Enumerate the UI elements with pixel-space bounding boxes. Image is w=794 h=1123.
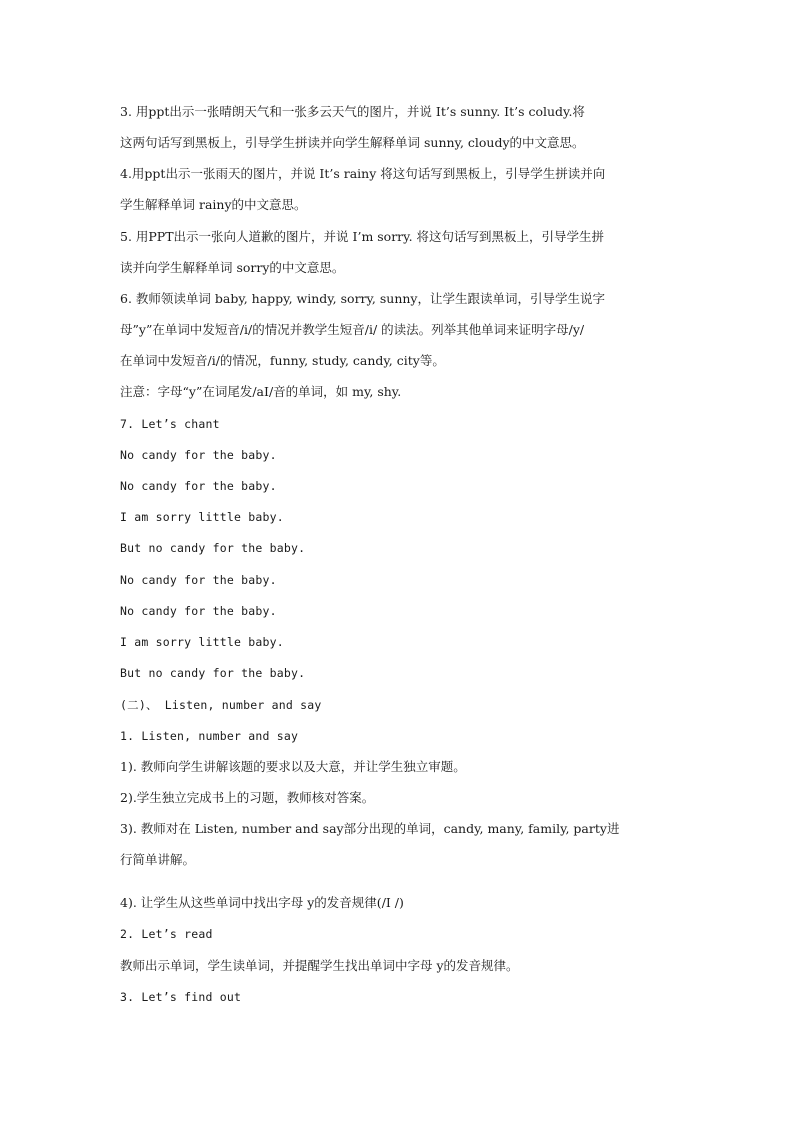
text-line: 4). 让学生从这些单词中找出字母 y的发音规律(/I /): [120, 895, 404, 910]
section-heading: (二)、 Listen, number and say: [120, 698, 322, 712]
text-line: 3. 用ppt出示一张晴朗天气和一张多云天气的图片，并说 It’s sunny. It’s coludy.将: [120, 104, 585, 119]
text-line: 3). 教师对在 Listen, number and say部分出现的单词，candy, many, family, party进: [120, 821, 620, 836]
section-heading: 7. Let’s chant: [120, 417, 220, 431]
chant-line: No candy for the baby.: [120, 604, 277, 618]
subsection-heading: 3. Let’s find out: [120, 990, 242, 1004]
text-line: 6. 教师领读单词 baby, happy, windy, sorry, sunny，让学生跟读单词，引导学生说字: [120, 291, 605, 306]
subsection-heading: 2. Let’s read: [120, 927, 213, 941]
chant-line: No candy for the baby.: [120, 448, 277, 462]
note-line: 注意：字母“y”在词尾发/aI/音的单词，如 my, shy.: [120, 384, 402, 399]
text-line: 2).学生独立完成书上的习题，教师核对答案。: [120, 790, 375, 805]
chant-line: But no candy for the baby.: [120, 666, 306, 680]
chant-line: No candy for the baby.: [120, 479, 277, 493]
chant-line: But no candy for the baby.: [120, 541, 306, 555]
chant-line: I am sorry little baby.: [120, 510, 284, 524]
text-line: 教师出示单词，学生读单词，并提醒学生找出单词中字母 y的发音规律。: [120, 958, 519, 973]
text-line: 读并向学生解释单词 sorry的中文意思。: [120, 260, 345, 275]
text-line: 5. 用PPT出示一张向人道歉的图片，并说 I’m sorry. 将这句话写到黑板上，引导学生拼: [120, 229, 605, 244]
chant-line: No candy for the baby.: [120, 573, 277, 587]
text-line: 4.用ppt出示一张雨天的图片，并说 It’s rainy 将这句话写到黑板上，引导学生拼读并向: [120, 166, 606, 181]
text-line: 1). 教师向学生讲解该题的要求以及大意，并让学生独立审题。: [120, 759, 466, 774]
text-line: 母”y”在单词中发短音/i/的情况并教学生短音/i/ 的读法。列举其他单词来证明字母/y/: [120, 322, 585, 337]
text-line: 在单词中发短音/i/的情况，funny, study, candy, city等。: [120, 353, 445, 368]
text-line: 这两句话写到黑板上，引导学生拼读并向学生解释单词 sunny, cloudy的中文意思。: [120, 135, 585, 150]
text-line: 学生解释单词 rainy的中文意思。: [120, 197, 307, 212]
text-line: 行简单讲解。: [120, 852, 196, 867]
subsection-heading: 1. Listen, number and say: [120, 729, 299, 743]
chant-line: I am sorry little baby.: [120, 635, 284, 649]
